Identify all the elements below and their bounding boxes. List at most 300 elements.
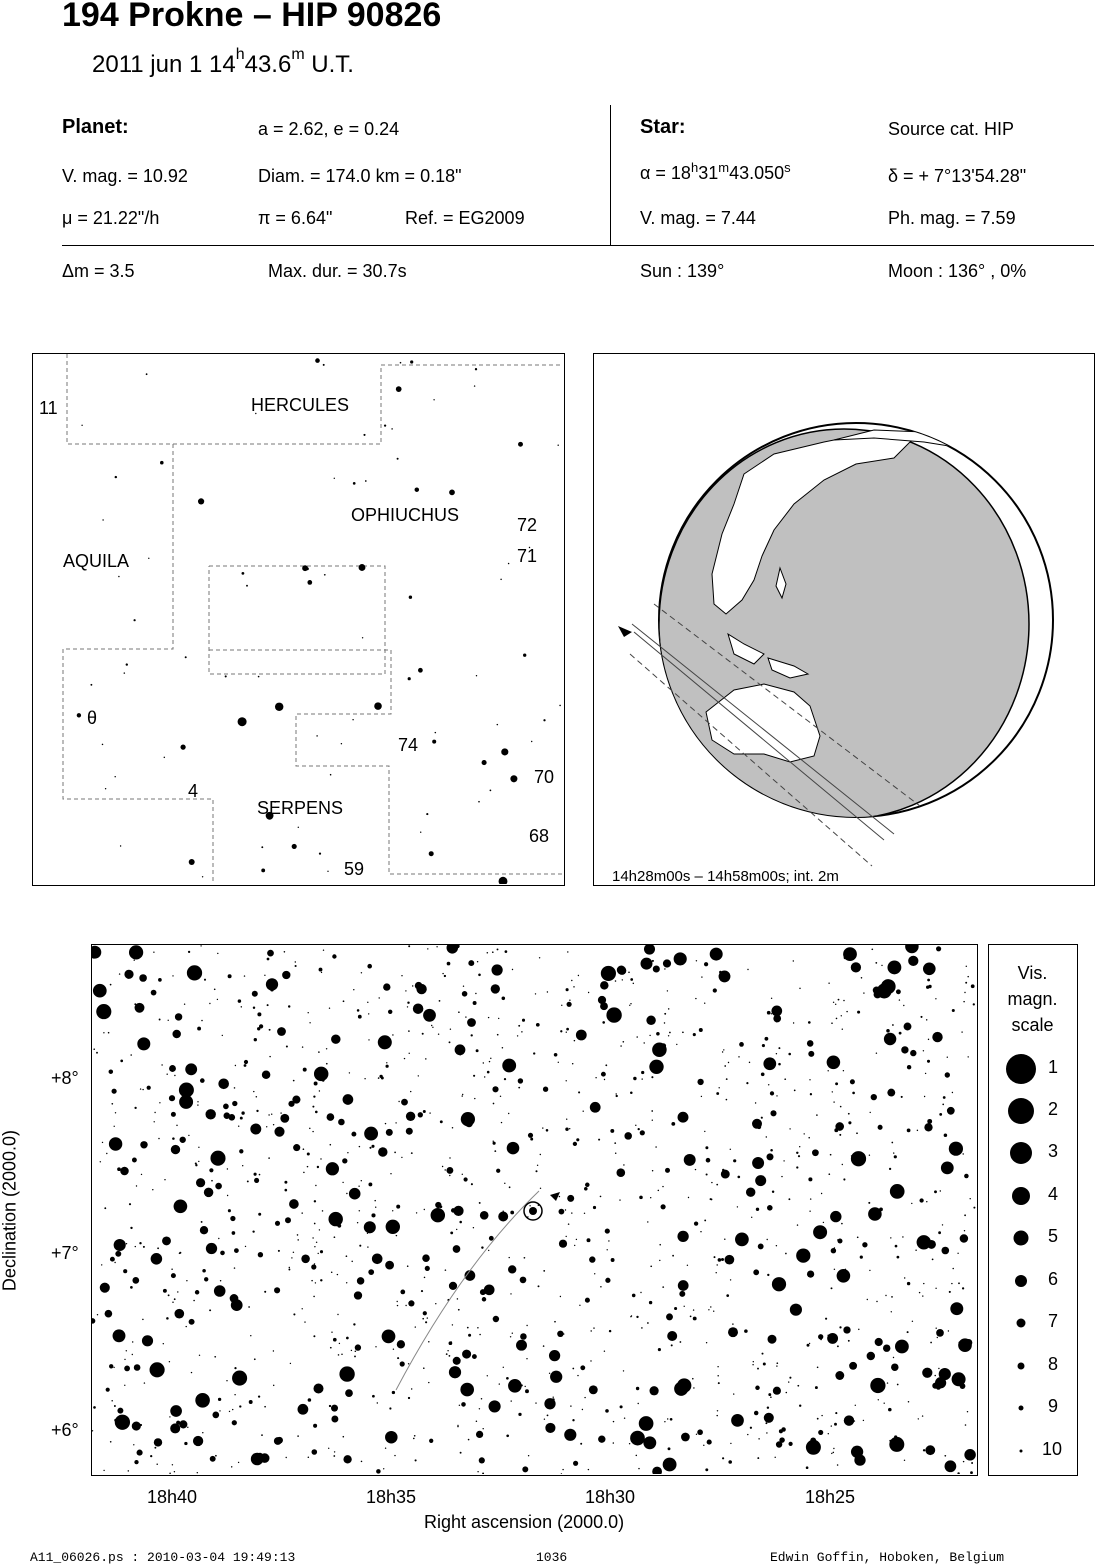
star-dot [559, 1196, 560, 1197]
star-dot [766, 1136, 767, 1137]
star-dot [695, 998, 696, 999]
star-dot [256, 1110, 258, 1112]
star-dot [639, 1416, 654, 1431]
star-dot [887, 1089, 895, 1097]
star-dot [711, 1182, 712, 1183]
star-dot [427, 948, 428, 949]
star-dot [641, 1078, 642, 1079]
star-dot [357, 1222, 358, 1223]
star-dot [205, 1109, 215, 1119]
star-dot [499, 877, 508, 884]
star-dot [307, 1152, 310, 1155]
star-dot [573, 1142, 577, 1146]
star-dot [354, 1355, 356, 1357]
star-dot [630, 1431, 645, 1446]
star-dot [617, 966, 626, 975]
star-dot [163, 1289, 167, 1293]
star-dot [238, 1125, 239, 1126]
star-dot [601, 966, 616, 981]
star-dot [637, 1403, 638, 1404]
star-dot [119, 973, 120, 974]
star-dot [109, 1364, 113, 1368]
star-dot [842, 1164, 843, 1165]
star-dot [726, 1294, 729, 1297]
star-dot [364, 1221, 376, 1233]
star-dot [671, 1344, 673, 1346]
star-dot [298, 827, 299, 828]
star-dot [576, 1239, 577, 1240]
star-label-70: 70 [534, 767, 555, 787]
star-dot [574, 1040, 576, 1042]
star-dot [810, 1437, 816, 1443]
star-dot [620, 1405, 623, 1408]
star-dot [130, 1054, 132, 1056]
scale-mag-1: 1 [1048, 1057, 1059, 1077]
star-dot [852, 1092, 855, 1095]
star-dot [831, 1453, 832, 1454]
star-dot [835, 1122, 844, 1131]
star-dot [438, 1033, 439, 1034]
star-dot [120, 1060, 123, 1063]
star-dot [449, 1366, 461, 1378]
star-dot [690, 1316, 692, 1318]
star-dot [314, 1067, 328, 1081]
star-dot [807, 1344, 810, 1347]
footer-author: Edwin Goffin, Hoboken, Belgium [770, 1550, 1005, 1565]
magnitude-drop: Δm = 3.5 [62, 261, 135, 281]
star-dot [324, 574, 326, 576]
star-dot [425, 1266, 430, 1271]
star-dot [479, 1408, 480, 1409]
star-dot [134, 1460, 138, 1464]
star-dot [238, 1462, 239, 1463]
star-dot [467, 1018, 476, 1027]
star-dot [115, 1112, 116, 1113]
star-dot [910, 1050, 916, 1056]
star-dot [104, 1207, 106, 1209]
star-dot [932, 1032, 942, 1042]
star-dot [963, 1001, 965, 1003]
star-dot [308, 1012, 309, 1013]
star-dot [217, 953, 218, 954]
star-dot [141, 1174, 142, 1175]
star-dot [297, 1234, 299, 1236]
moon-elongation: Moon : 136° , 0% [888, 261, 1027, 281]
star-dot [598, 1436, 605, 1443]
star-dot [418, 1112, 423, 1117]
star-dot [329, 1405, 331, 1407]
star-dot [503, 1367, 504, 1368]
star-dot [808, 1051, 814, 1057]
star-dot [338, 1354, 340, 1356]
star-dot [408, 1397, 410, 1399]
star-dot [351, 1261, 352, 1262]
star-dot [559, 1240, 567, 1248]
star-heading: Star: [640, 116, 686, 138]
star-dot [680, 1341, 682, 1343]
star-dot [375, 1346, 376, 1347]
scale-title-line3: scale [1011, 1015, 1054, 1035]
star-dot [582, 1409, 583, 1410]
star-dot [289, 1267, 290, 1268]
star-dot [418, 1075, 419, 1076]
star-dot [926, 1201, 927, 1202]
star-dot [790, 1304, 802, 1316]
star-dot [922, 1295, 923, 1296]
star-dot [518, 1025, 520, 1027]
star-dot [456, 1229, 457, 1230]
star-dot [539, 957, 540, 958]
star-dot [938, 1368, 939, 1369]
star-dot [334, 1451, 335, 1452]
star-dot [504, 1078, 506, 1080]
star-dot [694, 1221, 698, 1225]
star-dot [664, 1421, 665, 1422]
star-dot [607, 1249, 608, 1250]
star-dot [767, 1239, 768, 1240]
star-dot [331, 1332, 332, 1333]
star-dot [854, 1454, 865, 1465]
star-dot [363, 434, 365, 436]
star-dot [716, 1415, 717, 1416]
star-dot [696, 960, 697, 961]
star-dot [280, 1114, 289, 1123]
star-dot [484, 1076, 485, 1077]
star-dot [218, 1079, 229, 1090]
star-dot [337, 1274, 338, 1275]
star-dot [250, 1124, 261, 1135]
star-dot [804, 1133, 805, 1134]
star-dot [328, 1212, 342, 1226]
star-dot [408, 1300, 414, 1306]
star-dot [750, 1427, 752, 1429]
star-source-catalog: Source cat. HIP [888, 119, 1015, 139]
star-dot [566, 1080, 567, 1081]
star-dot [200, 1078, 205, 1083]
star-dot [390, 1173, 391, 1174]
star-dot [462, 1095, 463, 1096]
star-dot [967, 1411, 968, 1412]
star-dot [774, 1457, 775, 1458]
star-dot [394, 1455, 395, 1456]
star-dot [484, 1284, 495, 1295]
star-dot [704, 1219, 706, 1221]
star-dot [214, 1356, 216, 1358]
star-dot [862, 1242, 867, 1247]
star-dot [565, 1236, 566, 1237]
star-dot [726, 1099, 728, 1101]
star-dot [326, 1063, 328, 1065]
star-dot [971, 984, 975, 988]
star-dot [679, 1116, 682, 1119]
star-dot [674, 1307, 677, 1310]
star-dot [958, 1311, 961, 1314]
star-dot [285, 1217, 291, 1223]
star-dot [468, 960, 474, 966]
star-dot [615, 980, 617, 982]
star-dot [204, 979, 206, 981]
star-dot [77, 713, 81, 717]
star-dot [423, 1009, 436, 1022]
star-dot [414, 1435, 416, 1437]
star-dot [758, 1438, 759, 1439]
star-dot [120, 845, 121, 846]
star-dot [225, 675, 227, 677]
star-dot [442, 1166, 443, 1167]
star-dot [841, 1015, 842, 1016]
star-dot [267, 958, 270, 961]
star-dot [493, 1142, 496, 1145]
star-dot [151, 1253, 163, 1265]
star-dot [487, 1071, 490, 1074]
star-dot [497, 724, 498, 725]
star-dot [566, 988, 569, 991]
star-dot [919, 1198, 923, 1202]
star-dot [915, 1250, 916, 1251]
star-dot [876, 1301, 877, 1302]
star-dot [930, 1342, 932, 1344]
star-dot [779, 1437, 784, 1442]
star-dot [187, 1427, 188, 1428]
star-dot [649, 1386, 658, 1395]
star-dot [927, 1119, 932, 1124]
star-dot [479, 1202, 481, 1204]
star-dot [114, 1262, 115, 1263]
star-dot [543, 719, 545, 721]
star-dot [944, 1455, 946, 1457]
star-dot [501, 748, 508, 755]
star-dot [114, 1405, 116, 1407]
star-dot [420, 832, 421, 833]
star-dot [636, 1455, 638, 1457]
star-dot [920, 1016, 922, 1018]
star-dot [960, 1383, 966, 1389]
star-dot [964, 992, 965, 993]
star-dot [789, 1442, 793, 1446]
star-dot [482, 1472, 484, 1474]
star-dot [784, 1078, 786, 1080]
star-dot [264, 1406, 266, 1408]
star-dot [460, 1452, 462, 1454]
star-dot [493, 1316, 499, 1322]
star-dot [907, 1065, 911, 1069]
star-dot [640, 1292, 641, 1293]
star-dot [202, 1432, 203, 1433]
star-dot [923, 1050, 924, 1051]
star-dot [878, 1125, 883, 1130]
star-dot [719, 970, 731, 982]
star-dot [408, 945, 410, 947]
star-dot [652, 1170, 653, 1171]
star-dot [662, 1186, 663, 1187]
star-dot [768, 1084, 769, 1085]
star-dot [374, 702, 382, 710]
star-dot [547, 991, 548, 992]
star-dot [506, 1377, 509, 1380]
star-dot [97, 1314, 98, 1315]
star-dot [409, 1053, 410, 1054]
star-dot [710, 1306, 711, 1307]
star-dot [238, 717, 247, 726]
star-dot [341, 1354, 343, 1356]
star-dot [359, 564, 366, 571]
star-dot [672, 1255, 674, 1257]
star-dot [578, 975, 579, 976]
star-dot [304, 1321, 305, 1322]
star-dot [105, 1310, 113, 1318]
star-dot [314, 1082, 318, 1086]
star-dot [314, 1223, 316, 1225]
star-dot [818, 1430, 823, 1435]
star-dot [188, 1135, 189, 1136]
star-dot [636, 1316, 638, 1318]
star-dot [330, 774, 332, 776]
star-dot [210, 1151, 225, 1166]
star-dot [111, 1103, 113, 1105]
star-dot [487, 1375, 488, 1376]
star-dot [416, 984, 426, 994]
star-dot [543, 1270, 545, 1272]
star-dot [410, 360, 413, 363]
star-dot [566, 1028, 569, 1031]
star-dot [468, 1439, 470, 1441]
star-dot [767, 1406, 769, 1408]
star-dot [164, 757, 165, 758]
star-dot [630, 1003, 631, 1004]
star-dot [479, 1334, 481, 1336]
star-dot [785, 1253, 787, 1255]
star-dot [463, 986, 464, 987]
star-dot [171, 1145, 180, 1154]
star-dot [807, 1040, 814, 1047]
star-dot [585, 1183, 590, 1188]
star-dot [120, 1167, 129, 1176]
star-dot [381, 1077, 384, 1080]
star-dot [901, 1046, 908, 1053]
star-dot [875, 962, 877, 964]
star-dot [172, 1030, 181, 1039]
star-dot [462, 1094, 463, 1095]
star-dot [919, 1292, 920, 1293]
star-dot [189, 1319, 195, 1325]
star-dot [776, 1095, 777, 1096]
star-dot [432, 740, 436, 744]
star-dot [227, 1195, 228, 1196]
star-dot [302, 1046, 303, 1047]
star-dot [465, 1016, 466, 1017]
star-dot [169, 1416, 170, 1417]
star-dot [275, 703, 283, 711]
star-dot [624, 1417, 625, 1418]
star-dot [641, 1327, 643, 1329]
star-dot [812, 1149, 819, 1156]
star-dot [422, 1033, 424, 1035]
star-dot [502, 997, 506, 1001]
star-dot [629, 1443, 630, 1444]
star-dot [345, 1389, 353, 1397]
star-dot [540, 1154, 541, 1155]
star-dot [110, 984, 112, 986]
star-dot [638, 1128, 640, 1130]
star-dot [726, 1078, 728, 1080]
star-dot [888, 1408, 892, 1412]
constellation-label-ophiuchus: OPHIUCHUS [351, 505, 460, 525]
star-dot [153, 952, 154, 953]
star-dot [115, 1415, 130, 1430]
star-dot [328, 1448, 329, 1449]
star-dot [879, 1208, 883, 1212]
star-dot [679, 1291, 685, 1297]
star-dot [869, 1270, 870, 1271]
scale-mag-2: 2 [1048, 1099, 1059, 1119]
star-dot [353, 989, 354, 990]
star-dot [172, 1137, 175, 1140]
star-dot [214, 988, 216, 990]
star-dot [905, 945, 918, 953]
star-dot [115, 476, 117, 478]
star-dot [449, 490, 455, 496]
star-dot [773, 1387, 781, 1395]
star-dot [833, 1101, 834, 1102]
star-dot [589, 1256, 595, 1262]
footer-file: A11_06026.ps : 2010-03-04 19:49:13 [30, 1550, 296, 1565]
star-dot [962, 1287, 964, 1289]
star-dot [320, 1158, 321, 1159]
star-dot [204, 1277, 208, 1281]
star-dot [813, 1225, 827, 1239]
star-dot [257, 1012, 261, 1016]
star-dot [362, 637, 363, 638]
star-dot [925, 1073, 926, 1074]
star-dot [432, 1027, 433, 1028]
star-dot [117, 1408, 123, 1414]
star-dot [105, 788, 106, 789]
star-dot [893, 1187, 894, 1188]
scale-mag-8: 8 [1048, 1354, 1059, 1374]
star-dot [100, 1283, 110, 1293]
star-dot [391, 428, 393, 430]
star-dot [168, 1020, 169, 1021]
star-dot [307, 580, 312, 585]
star-dot [733, 1159, 736, 1162]
star-dot [248, 1306, 250, 1308]
star-dot [925, 1445, 935, 1455]
star-dot [445, 1169, 446, 1170]
star-dot [620, 1045, 622, 1047]
star-dot [359, 1210, 360, 1211]
star-dot [496, 1169, 500, 1173]
star-dot [311, 1264, 316, 1269]
star-dot [529, 1205, 530, 1206]
star-dot [226, 1380, 227, 1381]
star-dot [132, 1341, 133, 1342]
star-dot [204, 1188, 214, 1198]
star-dot [797, 1385, 799, 1387]
star-dot [497, 948, 499, 950]
scale-mag-7: 7 [1048, 1311, 1059, 1331]
star-dot [493, 1141, 494, 1142]
star-dot [309, 1128, 310, 1129]
star-dot [776, 1053, 777, 1054]
star-dot [202, 876, 203, 877]
star-dot [891, 1142, 893, 1144]
constellation-map [32, 353, 565, 886]
star-dot [246, 585, 248, 587]
star-dot [411, 1152, 413, 1154]
star-dot [185, 656, 187, 658]
planet-heading: Planet: [62, 116, 129, 138]
star-dot [132, 1422, 141, 1431]
